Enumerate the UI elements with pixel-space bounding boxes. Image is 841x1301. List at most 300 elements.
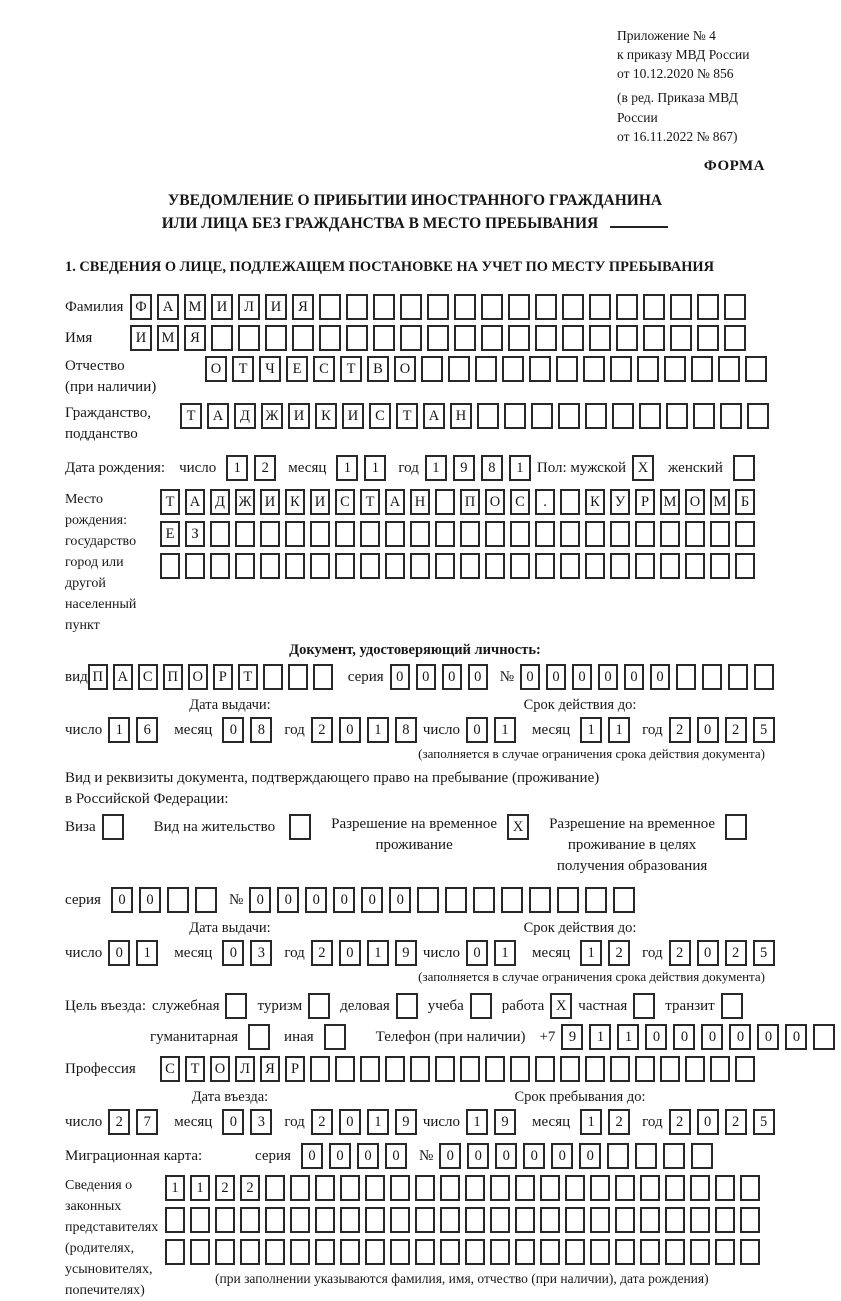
char-cell[interactable] [610,1056,630,1082]
purpose-study-checkbox[interactable] [470,993,492,1019]
char-cell[interactable]: А [207,403,229,429]
char-cell[interactable] [637,356,659,382]
char-cell[interactable] [481,325,503,351]
char-cell[interactable] [290,1239,310,1265]
char-cell[interactable]: И [130,325,152,351]
char-cell[interactable] [460,1056,480,1082]
char-cell[interactable]: О [188,664,208,690]
char-cell[interactable] [415,1175,435,1201]
char-cell[interactable]: 9 [561,1024,583,1050]
temp-residence-checkbox[interactable]: X [507,814,529,840]
char-cell[interactable]: 5 [753,717,775,743]
char-cell[interactable]: 1 [617,1024,639,1050]
char-cell[interactable]: 0 [697,940,719,966]
char-cell[interactable]: 0 [520,664,540,690]
char-cell[interactable] [510,521,530,547]
char-cell[interactable]: Д [210,489,230,515]
char-cell[interactable] [195,887,217,913]
surname-cells[interactable] [130,294,751,320]
char-cell[interactable]: 5 [753,940,775,966]
char-cell[interactable]: 0 [385,1143,407,1169]
representatives-row3-cells[interactable] [165,1239,765,1265]
char-cell[interactable] [485,553,505,579]
expiry-day-cells[interactable] [466,717,522,743]
char-cell[interactable]: 0 [249,887,271,913]
purpose-tourism-checkbox[interactable] [308,993,330,1019]
char-cell[interactable]: 1 [494,940,516,966]
expiry-month-cells[interactable] [580,717,636,743]
sex-male-checkbox[interactable]: X [632,455,654,481]
char-cell[interactable]: Т [396,403,418,429]
birth-day-cells[interactable] [226,455,282,481]
purpose-private-checkbox[interactable] [633,993,655,1019]
char-cell[interactable]: Е [286,356,308,382]
char-cell[interactable] [607,1143,629,1169]
char-cell[interactable] [610,356,632,382]
char-cell[interactable] [310,553,330,579]
representatives-row2-cells[interactable] [165,1207,765,1233]
issue-year-cells[interactable] [311,717,423,743]
stay-expiry-year-cells[interactable] [669,940,781,966]
char-cell[interactable]: О [394,356,416,382]
char-cell[interactable] [529,887,551,913]
entry-year-cells[interactable] [311,1109,423,1135]
char-cell[interactable]: К [315,403,337,429]
char-cell[interactable]: И [260,489,280,515]
char-cell[interactable] [616,294,638,320]
char-cell[interactable] [556,356,578,382]
char-cell[interactable]: 0 [757,1024,779,1050]
entry-day-cells[interactable] [108,1109,164,1135]
char-cell[interactable] [715,1207,735,1233]
char-cell[interactable] [481,294,503,320]
char-cell[interactable]: Р [635,489,655,515]
char-cell[interactable] [440,1175,460,1201]
char-cell[interactable] [724,294,746,320]
char-cell[interactable] [263,664,283,690]
char-cell[interactable] [435,489,455,515]
char-cell[interactable]: С [313,356,335,382]
char-cell[interactable]: 6 [136,717,158,743]
char-cell[interactable] [285,521,305,547]
char-cell[interactable] [485,1056,505,1082]
char-cell[interactable]: А [113,664,133,690]
entry-month-cells[interactable] [222,1109,278,1135]
char-cell[interactable] [360,521,380,547]
char-cell[interactable]: 0 [551,1143,573,1169]
char-cell[interactable]: 0 [598,664,618,690]
char-cell[interactable]: 2 [240,1175,260,1201]
char-cell[interactable]: 2 [669,940,691,966]
char-cell[interactable] [315,1175,335,1201]
char-cell[interactable] [693,403,715,429]
char-cell[interactable]: И [342,403,364,429]
char-cell[interactable] [585,403,607,429]
char-cell[interactable]: Я [292,294,314,320]
char-cell[interactable] [685,1056,705,1082]
char-cell[interactable] [490,1175,510,1201]
char-cell[interactable] [365,1175,385,1201]
char-cell[interactable]: Т [185,1056,205,1082]
char-cell[interactable] [390,1239,410,1265]
char-cell[interactable] [415,1207,435,1233]
char-cell[interactable] [740,1207,760,1233]
char-cell[interactable] [565,1207,585,1233]
char-cell[interactable]: И [288,403,310,429]
char-cell[interactable]: 0 [785,1024,807,1050]
char-cell[interactable]: 0 [650,664,670,690]
char-cell[interactable] [165,1239,185,1265]
char-cell[interactable]: 1 [367,1109,389,1135]
char-cell[interactable] [643,325,665,351]
char-cell[interactable] [340,1175,360,1201]
char-cell[interactable]: К [585,489,605,515]
char-cell[interactable] [560,553,580,579]
char-cell[interactable] [435,1056,455,1082]
stay-expiry-month-cells[interactable] [580,940,636,966]
char-cell[interactable] [665,1175,685,1201]
char-cell[interactable]: 1 [136,940,158,966]
char-cell[interactable]: 8 [250,717,272,743]
char-cell[interactable]: О [210,1056,230,1082]
char-cell[interactable]: 1 [580,1109,602,1135]
char-cell[interactable]: Л [235,1056,255,1082]
char-cell[interactable] [635,521,655,547]
char-cell[interactable]: 1 [108,717,130,743]
char-cell[interactable] [265,1175,285,1201]
birth-year-cells[interactable] [425,455,537,481]
char-cell[interactable] [583,356,605,382]
temp-residence-education-checkbox[interactable] [725,814,747,840]
char-cell[interactable]: А [157,294,179,320]
char-cell[interactable]: 9 [395,1109,417,1135]
char-cell[interactable] [510,553,530,579]
char-cell[interactable]: Т [180,403,202,429]
char-cell[interactable]: 5 [753,1109,775,1135]
visa-checkbox[interactable] [102,814,124,840]
char-cell[interactable]: С [138,664,158,690]
char-cell[interactable] [754,664,774,690]
char-cell[interactable] [440,1239,460,1265]
char-cell[interactable] [210,553,230,579]
char-cell[interactable] [615,1175,635,1201]
char-cell[interactable] [640,1239,660,1265]
char-cell[interactable] [585,521,605,547]
char-cell[interactable] [238,325,260,351]
char-cell[interactable] [615,1239,635,1265]
char-cell[interactable]: 9 [494,1109,516,1135]
citizenship-cells[interactable] [180,403,774,429]
char-cell[interactable] [240,1239,260,1265]
char-cell[interactable] [365,1239,385,1265]
char-cell[interactable] [635,553,655,579]
char-cell[interactable]: О [485,489,505,515]
char-cell[interactable] [690,1175,710,1201]
char-cell[interactable]: 0 [624,664,644,690]
char-cell[interactable]: 0 [339,940,361,966]
char-cell[interactable] [340,1239,360,1265]
char-cell[interactable]: 1 [580,717,602,743]
char-cell[interactable] [515,1239,535,1265]
char-cell[interactable] [465,1207,485,1233]
char-cell[interactable]: 0 [439,1143,461,1169]
representatives-row1-cells[interactable] [165,1175,765,1201]
char-cell[interactable] [335,553,355,579]
char-cell[interactable]: 9 [453,455,475,481]
char-cell[interactable] [670,294,692,320]
char-cell[interactable]: 0 [416,664,436,690]
char-cell[interactable] [740,1239,760,1265]
char-cell[interactable]: П [163,664,183,690]
char-cell[interactable] [460,553,480,579]
char-cell[interactable] [310,521,330,547]
char-cell[interactable]: С [369,403,391,429]
char-cell[interactable]: 2 [311,1109,333,1135]
char-cell[interactable] [560,489,580,515]
char-cell[interactable]: 0 [468,664,488,690]
char-cell[interactable] [660,521,680,547]
char-cell[interactable] [435,553,455,579]
char-cell[interactable]: Ф [130,294,152,320]
char-cell[interactable] [373,325,395,351]
char-cell[interactable]: 0 [301,1143,323,1169]
char-cell[interactable]: 2 [254,455,276,481]
char-cell[interactable] [720,403,742,429]
stay-issue-year-cells[interactable] [311,940,423,966]
purpose-humanitarian-checkbox[interactable] [248,1024,270,1050]
doc-type-cells[interactable] [88,664,338,690]
char-cell[interactable] [390,1207,410,1233]
char-cell[interactable] [504,403,526,429]
char-cell[interactable]: 2 [108,1109,130,1135]
char-cell[interactable]: В [367,356,389,382]
char-cell[interactable] [735,521,755,547]
issue-month-cells[interactable] [222,717,278,743]
char-cell[interactable]: 0 [305,887,327,913]
patronymic-cells[interactable] [205,356,772,382]
char-cell[interactable]: А [185,489,205,515]
purpose-work-checkbox[interactable]: X [550,993,572,1019]
char-cell[interactable] [265,1207,285,1233]
char-cell[interactable]: 0 [222,717,244,743]
char-cell[interactable] [167,887,189,913]
char-cell[interactable] [589,294,611,320]
char-cell[interactable] [211,325,233,351]
char-cell[interactable] [640,1175,660,1201]
char-cell[interactable] [639,403,661,429]
char-cell[interactable]: 0 [579,1143,601,1169]
char-cell[interactable] [531,403,553,429]
birth-month-cells[interactable] [336,455,392,481]
char-cell[interactable]: 1 [367,940,389,966]
char-cell[interactable] [635,1056,655,1082]
char-cell[interactable] [660,1056,680,1082]
char-cell[interactable]: 1 [425,455,447,481]
char-cell[interactable] [427,325,449,351]
doc-number-cells[interactable] [520,664,780,690]
char-cell[interactable]: П [88,664,108,690]
char-cell[interactable]: 2 [608,1109,630,1135]
firstname-cells[interactable] [130,325,751,351]
stay-until-month-cells[interactable] [580,1109,636,1135]
char-cell[interactable] [385,1056,405,1082]
char-cell[interactable]: Т [340,356,362,382]
char-cell[interactable]: 0 [701,1024,723,1050]
char-cell[interactable] [558,403,580,429]
char-cell[interactable] [610,521,630,547]
char-cell[interactable]: 0 [673,1024,695,1050]
char-cell[interactable] [315,1239,335,1265]
char-cell[interactable]: 2 [608,940,630,966]
char-cell[interactable] [565,1239,585,1265]
char-cell[interactable]: 7 [136,1109,158,1135]
char-cell[interactable]: 0 [389,887,411,913]
char-cell[interactable]: Т [238,664,258,690]
char-cell[interactable]: 2 [311,717,333,743]
char-cell[interactable] [560,1056,580,1082]
char-cell[interactable] [360,1056,380,1082]
char-cell[interactable] [373,294,395,320]
char-cell[interactable]: С [335,489,355,515]
char-cell[interactable] [665,1239,685,1265]
birthplace-row1-cells[interactable] [160,489,760,515]
char-cell[interactable]: Е [160,521,180,547]
char-cell[interactable]: 0 [339,717,361,743]
char-cell[interactable] [260,553,280,579]
char-cell[interactable]: 8 [481,455,503,481]
char-cell[interactable] [390,1175,410,1201]
char-cell[interactable]: 0 [357,1143,379,1169]
char-cell[interactable] [435,521,455,547]
char-cell[interactable]: И [310,489,330,515]
char-cell[interactable] [460,521,480,547]
char-cell[interactable] [540,1207,560,1233]
char-cell[interactable] [510,1056,530,1082]
char-cell[interactable]: 1 [190,1175,210,1201]
char-cell[interactable] [400,325,422,351]
char-cell[interactable] [400,294,422,320]
phone-cells[interactable] [561,1024,841,1050]
stay-issue-month-cells[interactable] [222,940,278,966]
char-cell[interactable]: 1 [364,455,386,481]
char-cell[interactable]: 0 [697,1109,719,1135]
char-cell[interactable] [660,553,680,579]
char-cell[interactable] [490,1207,510,1233]
char-cell[interactable] [346,294,368,320]
char-cell[interactable] [590,1207,610,1233]
char-cell[interactable] [319,325,341,351]
char-cell[interactable]: 1 [466,1109,488,1135]
char-cell[interactable]: 1 [509,455,531,481]
char-cell[interactable] [421,356,443,382]
char-cell[interactable] [715,1239,735,1265]
char-cell[interactable]: Я [260,1056,280,1082]
sex-female-checkbox[interactable] [733,455,755,481]
char-cell[interactable] [735,553,755,579]
stay-until-year-cells[interactable] [669,1109,781,1135]
char-cell[interactable] [615,1207,635,1233]
char-cell[interactable] [240,1207,260,1233]
char-cell[interactable]: 0 [111,887,133,913]
char-cell[interactable] [540,1239,560,1265]
char-cell[interactable] [502,356,524,382]
char-cell[interactable]: Т [160,489,180,515]
char-cell[interactable]: 0 [697,717,719,743]
char-cell[interactable] [445,887,467,913]
char-cell[interactable]: 0 [467,1143,489,1169]
char-cell[interactable] [613,887,635,913]
char-cell[interactable] [315,1207,335,1233]
char-cell[interactable] [612,403,634,429]
char-cell[interactable]: К [285,489,305,515]
char-cell[interactable] [313,664,333,690]
profession-cells[interactable] [160,1056,760,1082]
char-cell[interactable]: И [265,294,287,320]
char-cell[interactable]: 0 [466,940,488,966]
char-cell[interactable] [475,356,497,382]
char-cell[interactable] [697,294,719,320]
char-cell[interactable]: Л [238,294,260,320]
char-cell[interactable]: Н [450,403,472,429]
char-cell[interactable] [562,325,584,351]
char-cell[interactable] [319,294,341,320]
char-cell[interactable] [360,553,380,579]
char-cell[interactable]: О [205,356,227,382]
char-cell[interactable] [465,1175,485,1201]
char-cell[interactable]: 2 [215,1175,235,1201]
stay-series-cells[interactable] [111,887,223,913]
char-cell[interactable] [710,553,730,579]
char-cell[interactable]: З [185,521,205,547]
char-cell[interactable] [310,1056,330,1082]
migration-series-cells[interactable] [301,1143,413,1169]
char-cell[interactable]: Б [735,489,755,515]
char-cell[interactable] [740,1175,760,1201]
char-cell[interactable] [265,325,287,351]
char-cell[interactable]: 0 [546,664,566,690]
char-cell[interactable]: 0 [390,664,410,690]
char-cell[interactable]: 0 [139,887,161,913]
char-cell[interactable]: П [460,489,480,515]
char-cell[interactable]: . [535,489,555,515]
char-cell[interactable]: 1 [165,1175,185,1201]
char-cell[interactable]: 0 [222,940,244,966]
char-cell[interactable] [210,521,230,547]
char-cell[interactable] [535,294,557,320]
char-cell[interactable] [529,356,551,382]
char-cell[interactable]: И [211,294,233,320]
char-cell[interactable]: 0 [339,1109,361,1135]
char-cell[interactable] [715,1175,735,1201]
char-cell[interactable]: 0 [361,887,383,913]
char-cell[interactable] [666,403,688,429]
expiry-year-cells[interactable] [669,717,781,743]
char-cell[interactable] [365,1207,385,1233]
char-cell[interactable]: 0 [645,1024,667,1050]
char-cell[interactable] [410,1056,430,1082]
stay-expiry-day-cells[interactable] [466,940,522,966]
char-cell[interactable]: Ж [261,403,283,429]
char-cell[interactable]: М [660,489,680,515]
char-cell[interactable] [485,521,505,547]
char-cell[interactable] [473,887,495,913]
char-cell[interactable] [235,521,255,547]
char-cell[interactable] [664,356,686,382]
char-cell[interactable] [585,1056,605,1082]
char-cell[interactable] [260,521,280,547]
char-cell[interactable] [535,325,557,351]
char-cell[interactable]: 1 [367,717,389,743]
